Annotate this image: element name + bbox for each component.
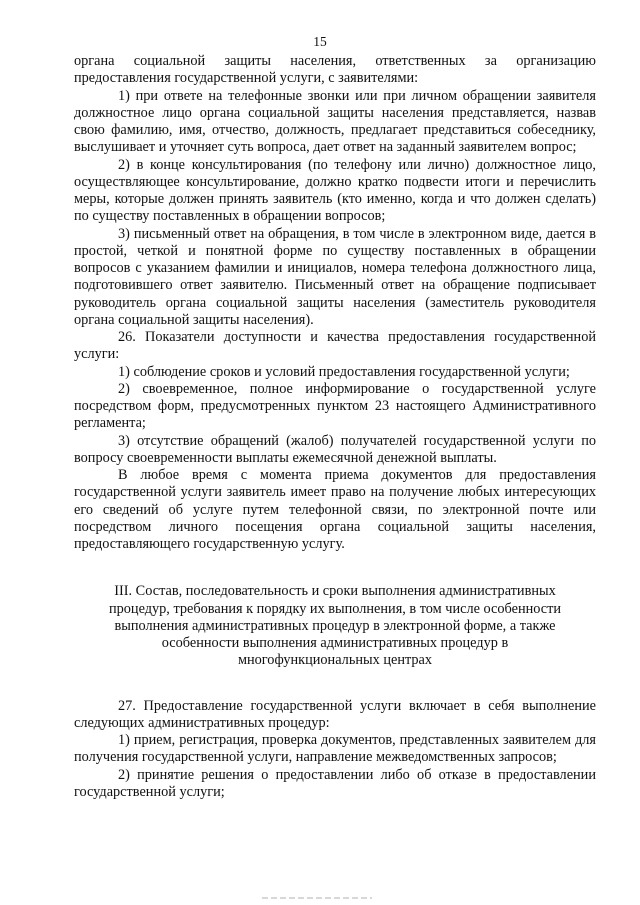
scan-artifact — [262, 897, 372, 899]
section-title-line: процедур, требования к порядку их выполнения, в том числе особенности — [108, 600, 562, 617]
page-number: 15 — [313, 34, 327, 49]
paragraph: 1) при ответе на телефонные звонки или при личном обращении заявителя должностное лицо органа социальной защиты населения представляется, назвав свою фамилию, имя, отчество, должность, предлагает представиться собеседнику, выслушивает и уточняет суть вопроса, дает ответ на заданный заявителем вопрос; — [74, 87, 596, 156]
document-body — [74, 53, 596, 801]
paragraph: 26. Показатели доступности и качества предоставления государственной услуги: — [74, 329, 596, 363]
section-title — [74, 583, 596, 669]
paragraph: 2) в конце консультирования (по телефону или лично) должностное лицо, осуществляющее консультирование, должно кратко подвести итоги и перечислить меры, которые должен принять заявитель (кто именно, когда и что должен сделать) по существу поставленных в обращении вопросов; — [74, 156, 596, 225]
paragraph: 2) своевременное, полное информирование о государственной услуге посредством форм, предусмотренных пунктом 23 настоящего Административного регламента; — [74, 380, 596, 432]
paragraph: 1) прием, регистрация, проверка документов, представленных заявителем для получения государственной услуги, направление межведомственных запросов; — [74, 732, 596, 766]
section-title-line: многофункциональных центрах — [237, 652, 433, 669]
paragraph: 3) отсутствие обращений (жалоб) получателей государственной услуги по вопросу своевременности выплаты ежемесячной денежной выплаты. — [74, 432, 596, 466]
paragraph: 2) принятие решения о предоставлении либо об отказе в предоставлении государственной услуги; — [74, 766, 596, 800]
paragraph: органа социальной защиты населения, ответственных за организацию предоставления государственной услуги, с заявителями: — [74, 53, 596, 87]
section-title-line: особенности выполнения административных процедур в — [161, 635, 509, 651]
paragraph: 27. Предоставление государственной услуги включает в себя выполнение следующих административных процедур: — [74, 697, 596, 731]
section-title-line: выполнения административных процедур в электронной форме, а также — [114, 617, 556, 634]
paragraph: 3) письменный ответ на обращения, в том числе в электронном виде, дается в простой, четкой и понятной форме по существу поставленных в обращении вопросов с указанием фамилии и инициалов, номера телефона должностного лица, подготовившего ответ заявителю. Письменный ответ на обращение подписывает руководитель органа социальной защиты населения (заместитель руководителя органа социальной защиты населения). — [74, 225, 596, 328]
paragraph: 1) соблюдение сроков и условий предоставления государственной услуги; — [118, 363, 570, 380]
paragraph: В любое время с момента приема документов для предоставления государственной услуги заявитель имеет право на получение любых интересующих его сведений об услуге путем телефонной связи, по электронной почте или посредством личного посещения органа социальной защиты населения, предоставляющего государственную услугу. — [74, 467, 596, 552]
section-title-line: III. Состав, последовательность и сроки выполнения административных — [114, 583, 556, 600]
